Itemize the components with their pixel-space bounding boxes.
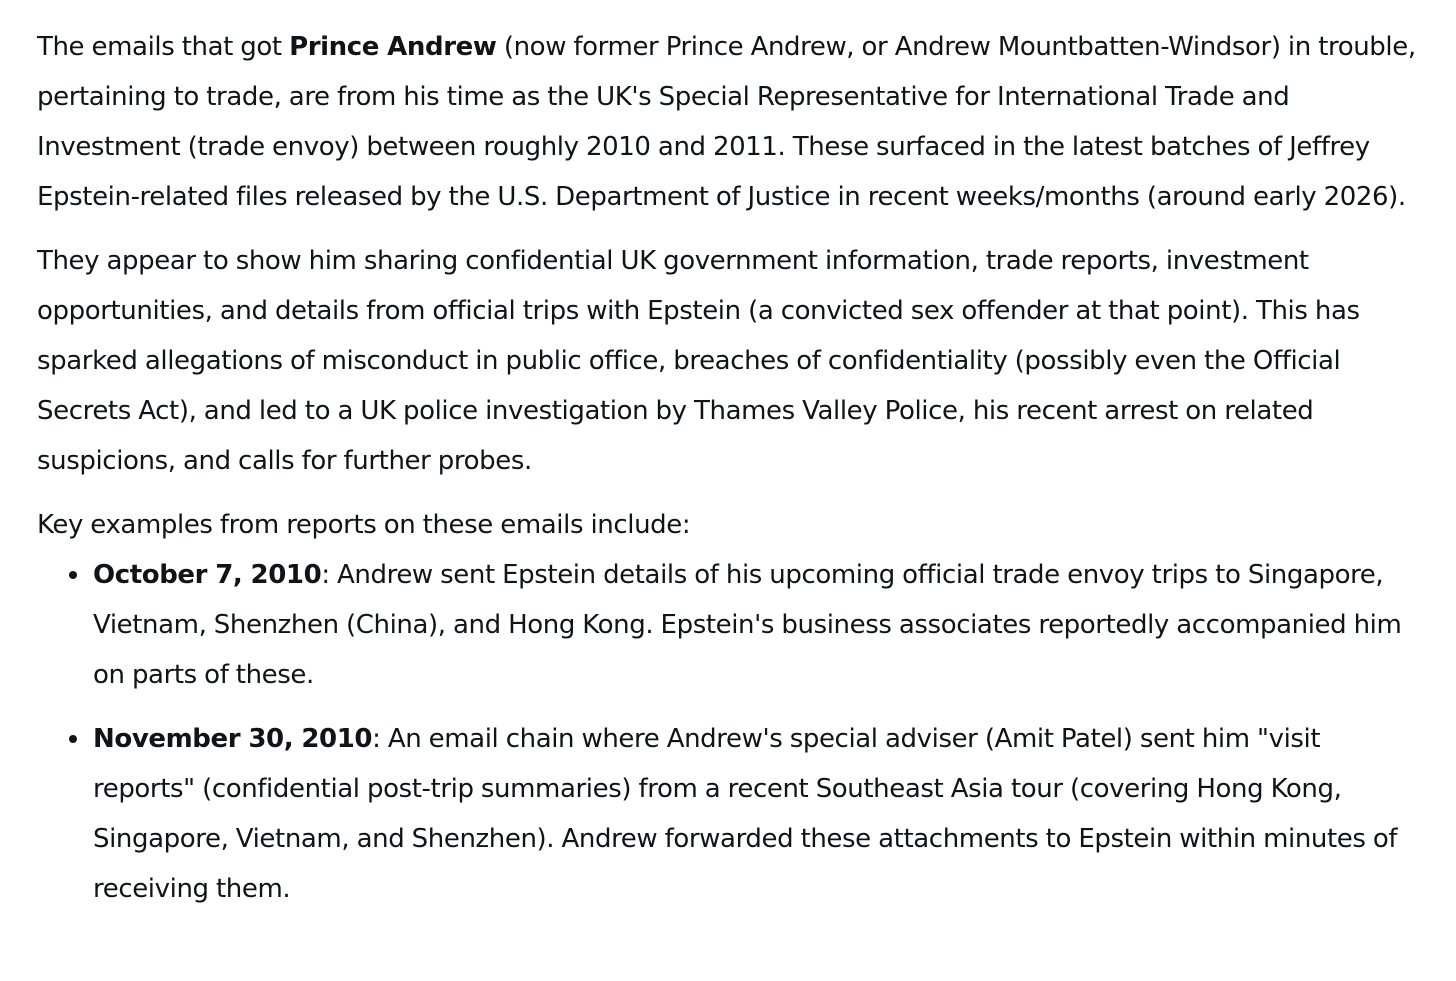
examples-list: [37, 550, 1427, 914]
list-intro: Key examples from reports on these emails include:: [37, 510, 691, 540]
list-item-text: : Andrew sent Epstein details of his upcoming official trade envoy trips to Singapore, Vietnam, Shenzhen (China), and Hong Kong. Epstein's business associates reportedly accompanied him on parts of these.: [93, 560, 1402, 690]
list-item-date: October 7, 2010: [93, 560, 322, 590]
paragraph-2: They appear to show him sharing confidential UK government information, trade reports, investment opportunities, and details from official trips with Epstein (a convicted sex offender at that point). This has sparked allegations of misconduct in public office, breaches of confidentiality (possibly even the Official Secrets Act), and led to a UK police investigation by Thames Valley Police, his recent arrest on related suspicions, and calls for further probes.: [37, 246, 1360, 476]
paragraph-1-lead: The emails that got: [37, 32, 290, 62]
paragraph-1-rest: (now former Prince Andrew, or Andrew Mountbatten-Windsor) in trouble, pertaining to trade, are from his time as the UK's Special Representative for International Trade and Investment (trade envoy) between roughly 2010 and 2011. These surfaced in the latest batches of Jeffrey Epstein-related files released by the U.S. Department of Justice in recent weeks/months (around early 2026).: [37, 32, 1416, 212]
list-item-text: : An email chain where Andrew's special adviser (Amit Patel) sent him "visit reports" (confidential post-trip summaries) from a recent Southeast Asia tour (covering Hong Kong, Singapore, Vietnam, and Shenzhen). Andrew forwarded these attachments to Epstein within minutes of receiving them.: [93, 724, 1398, 904]
list-item: [93, 550, 1427, 700]
bullet-icon: [69, 735, 77, 743]
list-item: [93, 714, 1427, 914]
article-body: [37, 22, 1427, 928]
bullet-icon: [69, 571, 77, 579]
paragraph-1: [37, 22, 1427, 222]
name-highlight: Prince Andrew: [289, 32, 497, 62]
list-item-date: November 30, 2010: [93, 724, 373, 754]
